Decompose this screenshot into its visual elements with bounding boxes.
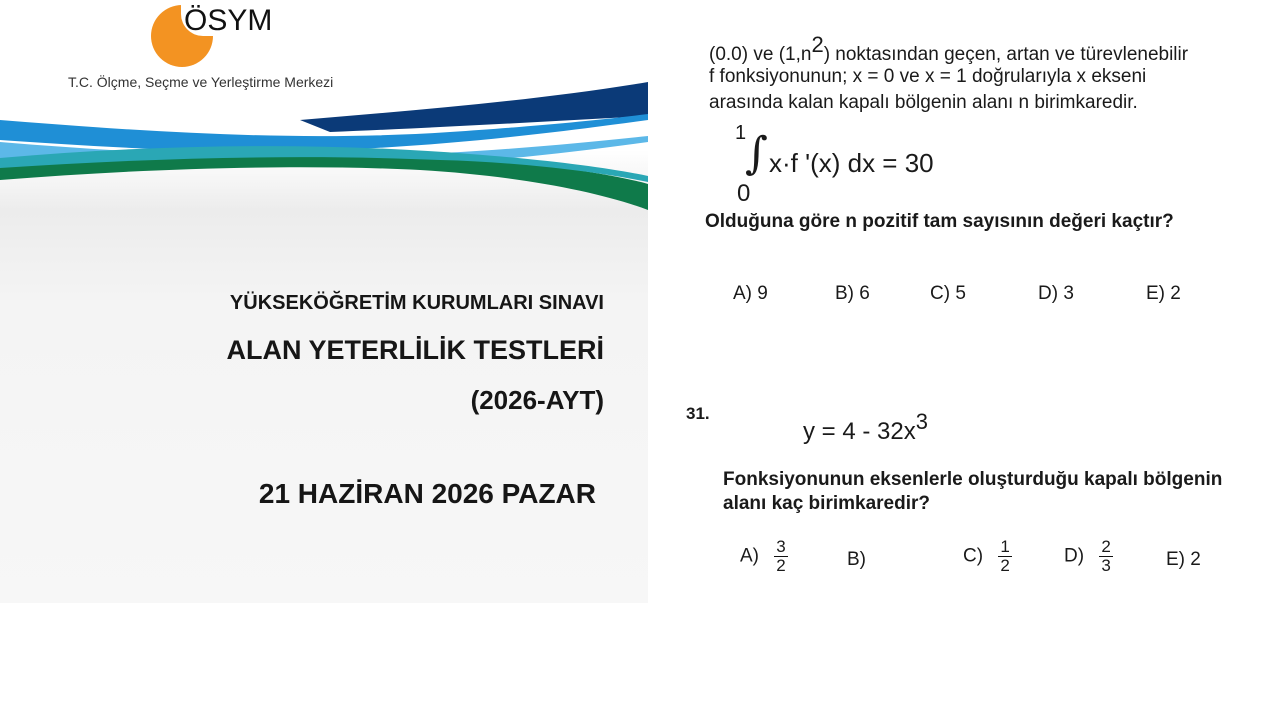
fraction-denominator: 2 — [1000, 556, 1010, 575]
q31-option-e: E) 2 — [1166, 549, 1201, 570]
q30-line1-sup: 2 — [811, 32, 824, 57]
q31-option-a — [740, 538, 788, 575]
q30-integral — [733, 122, 993, 210]
wave-banner-icon — [0, 80, 648, 220]
q31-option-c-label: C) — [963, 545, 984, 567]
q31-option-a-label: A) — [740, 545, 759, 567]
fraction-numerator: 1 — [1000, 537, 1010, 556]
q30-line2: f fonksiyonunun; x = 0 ve x = 1 doğrularıyla x ekseni — [709, 66, 1147, 87]
q31-question-line1: Fonksiyonunun eksenlerle oluşturduğu kapalı bölgenin — [723, 469, 1223, 490]
q30-option-e: E) 2 — [1146, 283, 1181, 304]
integral-lower-bound: 0 — [737, 180, 751, 207]
org-name: T.C. Ölçme, Seçme ve Yerleştirme Merkezi — [68, 74, 334, 90]
q31-equation-sup: 3 — [915, 409, 928, 434]
q31-option-d-label: D) — [1064, 545, 1085, 567]
q31-option-d-fraction — [1099, 538, 1112, 575]
logo-text: ÖSYM — [184, 4, 273, 37]
q30-line1-pre: (0.0) ve (1,n — [709, 44, 812, 65]
q31-option-b: B) — [847, 549, 866, 570]
fraction-denominator: 3 — [1101, 556, 1111, 575]
q31-option-a-fraction — [774, 538, 787, 575]
fraction-denominator: 2 — [776, 556, 786, 575]
integral-expression: x·f '(x) dx = 30 — [769, 148, 934, 178]
q30-option-d: D) 3 — [1038, 283, 1074, 304]
fraction-numerator: 3 — [776, 537, 786, 556]
q31-option-c — [963, 538, 1012, 575]
q30-line1-post: ) noktasından geçen, artan ve türevlenebilir — [823, 44, 1189, 65]
q31-equation-base: y = 4 - 32x — [803, 418, 916, 445]
q30-line3: arasında kalan kapalı bölgenin alanı n birimkaredir. — [709, 92, 1138, 113]
q30-question: Olduğuna göre n pozitif tam sayısının değeri kaçtır? — [705, 211, 1174, 232]
q31-number: 31. — [686, 404, 710, 423]
q30-line1 — [709, 32, 1189, 66]
q30-option-c: C) 5 — [930, 283, 966, 304]
exam-date: 21 HAZİRAN 2026 PAZAR — [258, 478, 596, 509]
q30-option-b: B) 6 — [835, 283, 870, 304]
q31-equation — [803, 409, 928, 446]
integral-icon: ∫ — [745, 128, 768, 179]
q31-question-line2: alanı kaç birimkaredir? — [723, 493, 930, 514]
test-name: ALAN YETERLİLİK TESTLERİ — [226, 335, 604, 365]
q31-option-c-fraction — [998, 538, 1011, 575]
exam-name: YÜKSEKÖĞRETİM KURUMLARI SINAVI — [229, 292, 604, 314]
exam-cover — [0, 0, 648, 603]
integral-upper-bound: 1 — [735, 122, 747, 144]
q31-option-d — [1064, 538, 1113, 575]
fraction-numerator: 2 — [1101, 537, 1111, 556]
q30-option-a: A) 9 — [733, 283, 768, 304]
exam-code: (2026-AYT) — [470, 385, 604, 415]
